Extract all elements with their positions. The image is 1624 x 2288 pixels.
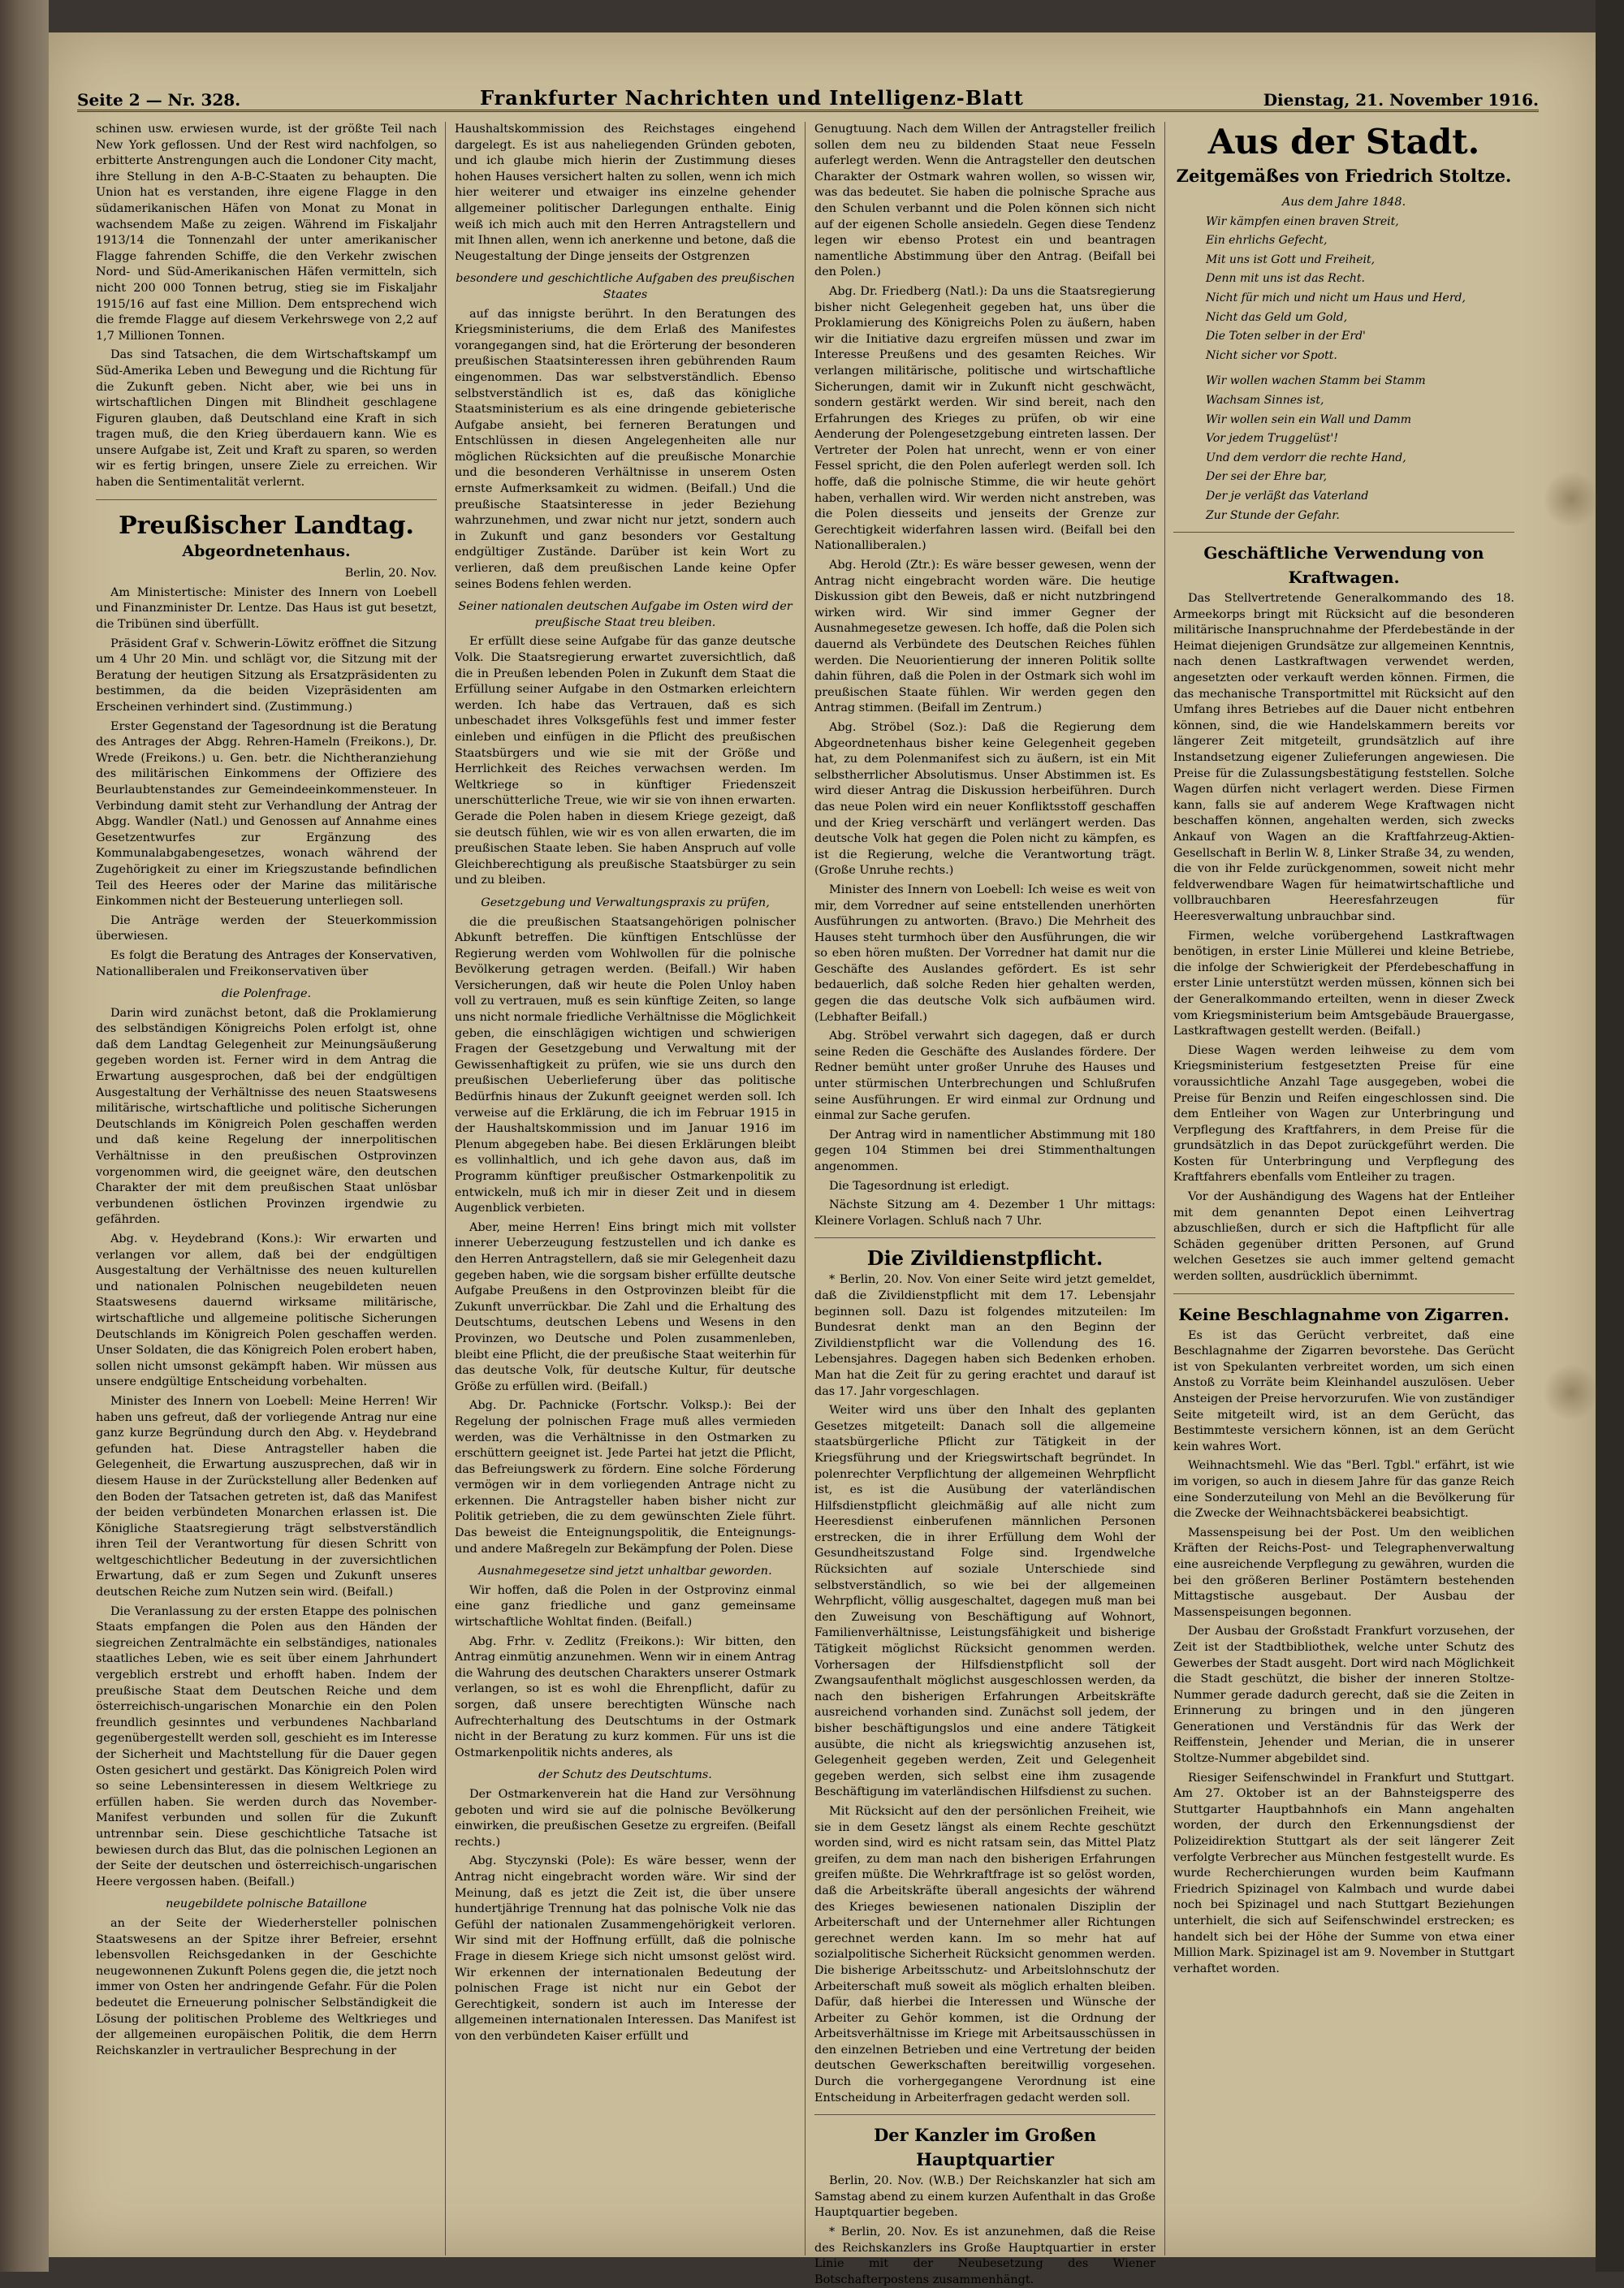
article-text: Abg. Dr. Friedberg (Natl.): Da uns die Staatsregierung bisher nicht Gelegenheit gegeben hat, uns über die Proklamierung des Königreichs Polen zu äußern, haben wir die Initiative dazu ergreifen müssen und zwar im Interesse Preußens und des gesamten Reiches. Wir verlangen militärische, politische und wirtschaftliche Sicherungen, damit wir in Zukunft nicht geschwächt, sondern gestärkt werden. Wir sind bereit, nach den Erfahrungen des Krieges zu prüfen, ob wir eine Aenderung der Polengesetzgebung eintreten lassen. Der Vertreter der Polen hat unrecht, wenn er von einer Fessel spricht, die den Polen auferlegt werden soll. Ich hoffe, daß die polnische Stimme, die wir heute gehört haben, verhallen wird. Wir werden nicht anstreben, was die Polen diesseits und jenseits der Grenze zur Gerechtigkeit widerfahren lassen wird. (Beifall bei den Nationalliberalen.): [814, 284, 1155, 553]
article-text: Das sind Tatsachen, die dem Wirtschaftskampf um Süd-Amerika Leben und Bewegung und die Richtung für die Zukunft geben. Nicht aber, wie bei uns in wirtschaftlichen Dingen mit Blindheit geschlagene Figuren glauben, daß Deutschland eine Kraft in sich tragen muß, die den Krieg überdauern kann. Wie es unsere Aufgabe ist, Zeit und Kraft zu sparen, so werden wir es fertig bringen, unsere Ziele zu erreichen. Wir haben die Sentimentalität verlernt.: [96, 348, 437, 490]
article-heading: Der Kanzler im Großen Hauptquartier: [874, 2125, 1096, 2170]
poem-line: Zur Stunde der Gefahr.: [1206, 508, 1340, 522]
column-1: [96, 122, 437, 2264]
poem-line: Vor jedem Truggelüst'!: [1206, 432, 1339, 446]
article-text: Am Ministertische: Minister des Innern von Loebell und Finanzminister Dr. Lentze. Das Haus ist gut besetzt, die Tribünen sind überfüllt.: [96, 585, 437, 632]
column-2: [455, 122, 796, 2264]
article-text: Das Stellvertretende Generalkommando des 18. Armeekorps bringt mit Rücksicht auf die besonderen militärische Inanspruchnahme der Pferdebestände in der Heimat diejenigen Grundsätze zur allgemeinen Kenntnis, nach denen Lastkraftwagen verwendet werden, angesetzten oder verkauft werden können. Firmen, die das mechanische Transportmittel mit Rücksicht auf den Umfang ihres Betriebes auf die Dauer nicht entbehren können, sind, die wie Handelskammern bereits vor längerer Zeit mitgeteilt, grundsätzlich auf ihre Instandsetzung eigener Zulieferungen angewiesen. Die Preise für die Zulassungsbestätigung feststellen. Solche Wagen dürfen nicht verlagert werden. Diese Firmen kann, falls sie auf anderem Wege Kraftwagen nicht beschaffen können, angehalten werden, sich zwecks Ankauf von Wagen an die Kraftfahrzeug-Aktien-Gesellschaft in Berlin W. 8, Linker Straße 34, zu wenden, die von ihr Felde zurückgenommen, soweit nicht mehr feldverwendbare Wagen für heimatwirtschaftliche und vollbrauchbaren Heeresfahrzeugen für Heeresverwaltung unbrauchbar sind.: [1173, 592, 1514, 923]
divider: [814, 2114, 1155, 2115]
issue-date: Dienstag, 21. November 1916.: [1263, 90, 1539, 110]
article-text: Mit Rücksicht auf den der persönlichen Freiheit, wie sie in dem Gesetz längst als einem Rechte geschützt worden sind, wird es nicht ratsam sein, das Mittel Platz greifen, zu dem man nach den bisherigen Erfahrungen greifen müßte. Die Wehrkraftfrage ist so gelöst worden, daß die Arbeitskräfte überall angesichts der während des Krieges bewiesenen nationalen Disziplin der Arbeiterschaft und der Unternehmer aller Richtungen gerechnet werden kann. Im so mehr hat auf sozialpolitische Sicherheit Rücksicht genommen werden. Die bisherige Arbeitsschutz- und Arbeitslohnschutz der Arbeiterschaft muß soweit als möglich erhalten bleiben. Dafür, daß hierbei die Interessen und Wünsche der Arbeiter zu Gehör kommen, ist die Ordnung der Arbeitsverhältnisse im Kriege mit Arbeitsausschüssen in den einzelnen Betrieben und eine Vertretung der beiden deutschen Gewerkschaften bereitwillig vorgesehen. Durch die vorhergegangene Verordnung ist eine Entscheidung in Arbeiterfragen gedacht werden soll.: [814, 1804, 1155, 2105]
article-heading: Keine Beschlagnahme von Zigarren.: [1178, 1304, 1510, 1324]
masthead: [77, 77, 1539, 112]
article-text: Firmen, welche vorübergehend Lastkraftwagen benötigen, in erster Linie Müllerei und kleine Betriebe, die infolge der Schwierigkeit der Pferdebeschaffung in erster Linie unterstützt werden müssen, können sich bei der Generalkommando erteilten, wenn in dieser Zweck vom Kriegsministerium beim Amtsgebäude Brauergasse, Lastkraftwagen gestellt werden. (Beifall.): [1173, 929, 1514, 1038]
paper-stain: [1543, 471, 1600, 528]
article-text: Aber, meine Herren! Eins bringt mich mit vollster innerer Ueberzeugung festzustellen und ich danke es den Herren Antragstellern, daß sie mir Gelegenheit dazu gegeben haben, wie die sorgsam bisher erfüllte deutsche Aufgabe Preußens in den Ostprovinzen bleibt für die Zukunft unverrückbar. Die Zahl und die Erhaltung des Deutschtums, deutschen Lebens und Wesens in den Provinzen, wo Deutsche und Polen zusammenleben, bleibt eine Pflicht, die der preußische Staat weiterhin für das deutsche Volk, für deutsche Kultur, für deutsche Größe zu erfüllen wird. (Beifall.): [455, 1220, 796, 1393]
scan-background: [1596, 0, 1624, 2272]
poem-stanza-2: [1173, 373, 1514, 524]
divider: [1173, 1293, 1514, 1294]
article-text: schinen usw. erwiesen wurde, ist der größte Teil nach New York geflossen. Und der Rest wird nachfolgen, so erbitterte Anstrengungen auch die Londoner City macht, ihre Stellung in den A-B-C-Staaten zu behaupten. Die Union hat es verstanden, ihre eigene Flagge in den südamerikanischen Häfen von Monat zu Monat in wachsendem Maße zu zeigen. Während im Fiskaljahr 1913/14 die Tonnenzahl der unter amerikanischer Flagge fahrenden Schiffe, die den Verkehr zwischen Nord- und Süd-Amerikanischen Häfen vermitteln, sich nicht 200 000 Tonnen betrug, stieg sie im Fiskaljahr 1915/16 auf fast eine Million. Dem entsprechend wich die fremde Flagge auf diesem Verkehrswege von 2,2 auf 1,7 Millionen Tonnen.: [96, 123, 437, 343]
article-text: Diese Wagen werden leihweise zu dem vom Kriegsministerium festgesetzten Preise für eine voraussichtliche Anzahl Tage ausgegeben, wobei die Preise für Benzin und Reifen eingeschlossen sind. Die dem Entleiher von Wagen zur Unterbringung und Verpflegung des Kraftfahrers, in dem Preise für die grundsätzlich in das Depot zurückgeführt werden. Die Kosten für Unterbringung und Verpflegung des Kraftfahrers ebenfalls vom Entleiher zu tragen.: [1173, 1043, 1514, 1185]
column-3: [814, 122, 1155, 2286]
divider: [96, 499, 437, 500]
article-text: Die Tagesordnung ist erledigt.: [829, 1179, 1009, 1193]
article-text: Die Anträge werden der Steuerkommission überwiesen.: [96, 913, 437, 943]
poem-line: Nicht für mich und nicht um Haus und Herd,: [1206, 291, 1466, 304]
article-text: Abg. Frhr. v. Zedlitz (Freikons.): Wir bitten, den Antrag einmütig anzunehmen. Wenn wir in einem Antrag die Wahrung des deutschen Charakters unserer Ostmark verlangen, so ist es wohl die Ehrenpflicht, dafür zu sorgen, daß unsere berechtigten Wünsche nach Aufrechterhaltung des Deutschtums in der Ostmark nicht in der Beratung zu kurz kommen. Für uns ist die Ostmarkenpolitik nichts anderes, als: [455, 1634, 796, 1759]
poem-line: Und dem verdorr die rechte Hand,: [1206, 451, 1406, 464]
article-text: Wir hoffen, daß die Polen in der Ostprovinz einmal eine ganz friedliche und ganz gemeinsame wirtschaftliche Wohltat finden. (Beifall.): [455, 1583, 796, 1630]
poem-line: Nicht sicher vor Spott.: [1206, 348, 1337, 362]
article-text: an der Seite der Wiederhersteller polnischen Staatswesens an der Spitze ihrer Befreier, ersehnt lebensvollen Reichsgedanken in der Geschichte neugewonnenen Zukunft Polens gegen die, die jetzt noch immer von Osten her andringende Gefahr. Für die Polen bedeutet die Erneuerung polnischer Selbständigkeit die Lösung der politischen Probleme des Weltkrieges und der allgemeinen europäischen Politik, die dem Herrn Reichskanzler in vertraulicher Besprechung in der: [96, 1916, 437, 2057]
article-text: Der Ostmarkenverein hat die Hand zur Versöhnung geboten und wird sie auf die polnische Bevölkerung einwirken, die preußischen Gesetze zu ergreifen. (Beifall rechts.): [455, 1787, 796, 1849]
article-text: Abg. Dr. Pachnicke (Fortschr. Volksp.): Bei der Regelung der polnischen Frage muß alles vermieden werden, was die Verhältnisse in den Ostmarken zu erschüttern geeignet ist. Jede Partei hat jetzt die Pflicht, das Befreiungswerk zu fördern. Eine solche Förderung vermögen wir in dem vorliegenden Antrage nicht zu erkennen. Die Antragsteller haben bisher nicht zur Politik getrieben, die zu dem gewünschten Ziele führt. Das beweist die Enteignungspolitik, die Enteignungs- und andere Maßregeln zur Bekämpfung der Polen. Diese: [455, 1399, 796, 1556]
poem-line: Wachsam Sinnes ist,: [1206, 393, 1324, 407]
article-text: Es folgt die Beratung des Antrages der Konservativen, Nationalliberalen und Freikonservativen über: [96, 948, 437, 978]
article-text: Vor der Aushändigung des Wagens hat der Entleiher mit dem genannten Depot einen Leihvertrag abzuschließen, durch er sich die Haftpflicht für alle Schäden gegenüber dritten Personen, auf Grund welchen Gesetzes sie auch immer geltend gemacht werden sollten, ausdrücklich übernimmt.: [1173, 1190, 1514, 1284]
poem-line: Wir wollen sein ein Wall und Damm: [1206, 412, 1412, 426]
article-text: Die Veranlassung zu der ersten Etappe des polnischen Staats empfangen die Polen aus den Händen der siegreichen Zentralmächte ein selbständiges, nationales staatliches Leben, wie es seit über einem Jahrhundert vergeblich erstrebt und erhofft haben. Indem der preußische Staat dem Deutschen Reiche und dem österreichisch-ungarischen Monarchie ein den Polen freundlich gesinntes und verbundenes Nachbarland gegenübergestellt werden soll, geschieht es im Interesse der Sicherheit und Machtstellung für die Dauer gegen Osten gesichert und gestärkt. Das Königreich Polen wird so seine Lebensinteressen in diesem Weltkriege zu erfüllen haben. Sie werden durch das November-Manifest verbunden und sollen für die Zukunft untrennbar sein. Diese geschichtliche Tatsache ist bewiesen durch das Blut, das die polnischen Legionen an der Seite der deutschen und österreichisch-ungarischen Heere vergossen haben. (Beifall.): [96, 1604, 437, 1889]
article-text: Darin wird zunächst betont, daß die Proklamierung des selbständigen Königreichs Polen erfolgt ist, ohne daß dem Landtag Gelegenheit zur Meinungsäußerung gegeben worden ist. Ferner wird in dem Antrag die Erwartung ausgesprochen, daß bei der endgültigen Ausgestaltung der Verhältnisse des neuen Staatswesens militärische, wirtschaftliche und politische Sicherungen Deutschlands im Königreich Polen geschaffen werden und daß keine Regelung der innerpolitischen Verhältnisse in den preußischen Ostprovinzen vorgenommen wird, die geeignet wäre, den deutschen Charakter der mit dem preußischen Staat unlösbar verbundenen östlichen Provinzen irgendwie zu gefährden.: [96, 1006, 437, 1227]
book-binding: [0, 0, 49, 2272]
section-heading: Seiner nationalen deutschen Aufgabe im Osten wird der preußische Staat treu bleiben.: [458, 600, 793, 629]
article-heading: Zeitgemäßes von Friedrich Stoltze.: [1176, 166, 1512, 186]
section-heading: Ausnahmegesetze sind jetzt unhaltbar geworden.: [478, 1565, 772, 1578]
article-text: Der Antrag wird in namentlicher Abstimmung mit 180 gegen 104 Stimmen bei drei Stimmenthaltungen angenommen.: [814, 1128, 1155, 1173]
dateline: Berlin, 20. Nov.: [344, 567, 437, 581]
article-text: Abg. Ströbel (Soz.): Daß die Regierung dem Abgeordnetenhaus bisher keine Gelegenheit gegeben hat, zu dem Polenmanifest sich zu äußern, ist ein Mit selbstherrlicher Absolutismus. Unser Abstimmen ist. Es wird dieser Antrag die Diskussion herbeiführen. Durch das neue Polen wird ein neuer Konfliktsstoff geschaffen und der Krieg verschärft und verlängert werden. Das deutsche Volk hat gegen die Polen nicht zu kämpfen, es ist die Regierung, welche die Verantwortung trägt. (Große Unruhe rechts.): [814, 720, 1155, 878]
poem-stanza-1: [1173, 214, 1514, 365]
article-text: Abg. Styczynski (Pole): Es wäre besser, wenn der Antrag nicht eingebracht worden wäre. Wir sind der Meinung, daß es jetzt die Zeit ist, die über unsere hundertjährige Trennung hat das polnische Volk nie das Gefühl der nationalen Zusammengehörigkeit verloren. Wir sind mit der Hoffnung erfüllt, daß die polnische Frage in diesem Kriege sich nicht umsonst gelöst wird. Wir erkennen der internationalen Bedeutung der polnischen Frage ist nicht nur ein Gebot der Gerechtigkeit, sondern ist auch im Interesse der allgemeinen internationalen Interessen. Das Manifest ist von den verbündeten Kaiser erfüllt und: [455, 1854, 796, 2043]
newspaper-title: Frankfurter Nachrichten und Intelligenz-Blatt: [480, 86, 1024, 110]
article-text: Riesiger Seifenschwindel in Frankfurt und Stuttgart. Am 27. Oktober ist an der Bahnsteigsperre des Stuttgarter Hauptbahnhofs ein Mann angehalten worden, der durch den Erkennungsdienst der Polizeidirektion Stuttgart als der seit längerer Zeit verfolgte Verbrecher aus München festgestellt wurde. Es wurde Recherchierungen wurden beim Kaufmann Friedrich Spizinagel von Kalmbach und wurde dabei noch bei Spizinagel und nach Stuttgart Beziehungen unterhielt, die sich auf Seifenschwindel erstrecken; es handelt sich bei der Höhe der Summe von etwa einer Million Mark. Spizinagel ist am 9. November in Stuttgart verhaftet worden.: [1173, 1771, 1514, 1975]
article-text: Abg. Herold (Ztr.): Es wäre besser gewesen, wenn der Antrag nicht eingebracht worden wäre. Die heutige Diskussion gibt den Beweis, daß er nicht nutzbringend wirken wird. Wir sind immer Gegner der Ausnahmegesetze gewesen. Ich hoffe, daß die Polen sich dauernd als Verbündete des Deutschen Reiches fühlen werden. Die Neuorientierung der inneren Politik sollte dahin führen, daß die Polen in der Ostmark sich wohl im preußischen Staate fühlen. Wir werden gegen den Antrag stimmen. (Beifall im Zentrum.): [814, 559, 1155, 715]
article-text: auf das innigste berührt. In den Beratungen des Kriegsministeriums, die dem Erlaß des Manifestes vorangegangen sind, hat die Erörterung der besonderen preußischen Staatsinteressen ihren gebührenden Raum eingenommen. Das war selbstverständlich. Ebenso selbstverständlich ist es, daß das königliche Staatsministerium es als eine dringende gebieterische Aufgabe ansieht, bei ferneren Beratungen und Entschlüssen in diesen Angelegenheiten alle nur möglichen Rücksichten auf die preußische Monarchie und die besonderen Verhältnisse in unserem Osten ernste Aufmerksamkeit zu widmen. (Beifall.) Und die preußische Staatsinteresse in jeder Beziehung wahrzunehmen, und zwar nicht nur jetzt, sondern auch in Zukunft und ganz besonders vor Gestaltung endgültiger Zustände. Darüber ist kein Wort zu verlieren, daß dem preußischen Lande keine Opfer seines Bodens fehlen werden.: [455, 307, 796, 591]
poem-line: Wir kämpfen einen braven Streit,: [1206, 214, 1399, 228]
poem-line: Mit uns ist Gott und Freiheit,: [1206, 253, 1376, 266]
poem-line: Die Toten selber in der Erd': [1206, 330, 1366, 343]
article-text: Der Ausbau der Großstadt Frankfurt vorzusehen, der Zeit ist der Stadtbibliothek, welche unter Schutz des Gewerbes der Stadt ausgeht. Dort wird nach Möglichkeit die Stadt geschützt, die bisher der inneren Stoltze-Nummer gerade dadurch gerecht, daß sie die Zeiten in Erinnerung zu bringen und in den jüngeren Generationen und Verständnis für das Werk der Reiffenstein, Jehender und Merian, die in unserer Stoltze-Nummer abgebildet sind.: [1173, 1625, 1514, 1766]
article-text: Minister des Innern von Loebell: Meine Herren! Wir haben uns gefreut, daß der vorliegende Antrag nur eine ganz kurze Begründung durch den Abg. v. Heydebrand gefunden hat. Diese Antragsteller haben die Gelegenheit, die Erwartung auszusprechen, daß wir in diesem Hause in der Zurückstellung aller Bedenken auf den Boden der Tatsachen getreten ist, daß das Manifest der beiden verbündeten Monarchen erlassen ist. Die Königliche Staatsregierung trägt selbstverständlich ihren Teil der Verantwortung für diesen Schritt von weltgeschichtlicher Bedeutung in der zuversichtlichen Erwartung, daß er zum Segen und Zukunft unseres deutschen Reiche zum Nutzen sein wird. (Beifall.): [96, 1394, 437, 1599]
article-text: Er erfüllt diese seine Aufgabe für das ganze deutsche Volk. Die Staatsregierung erwartet zuversichtlich, daß die in Preußen lebenden Polen in Zukunft dem Staat die Erfüllung seiner Aufgabe in den Ostmarken erleichtern werden. Ich habe das Vertrauen, daß es sich unbeschadet ihres Volksgefühls fest und immer fester einleben und einfügen in die Pflicht des preußischen Staatsbürgers und wie sie mit der Größe und Herrlichkeit des Reiches verwachsen werden. Im Weltkriege so in künftiger Friedenszeit unerschütterliche Treue, wie wir sie von ihnen erwarten. Gerade die Polen haben in diesem Kriege gezeigt, daß sie deutsch fühlen, wie wir es von allen erwarten, die im preußischen Staate leben. Sie haben Anspruch auf volle Gleichberechtigung als preußische Staatsbürger zu sein und zu bleiben.: [455, 635, 796, 887]
article-text: Präsident Graf v. Schwerin-Löwitz eröffnet die Sitzung um 4 Uhr 20 Min. und schlägt vor, die Sitzung mit der Beratung der heutigen Sitzung als Ersatzpräsidenten zu bestimmen, da die beiden Vizepräsidenten am Erscheinen verhindert sind. (Zustimmung.): [96, 637, 437, 714]
article-text: * Berlin, 20. Nov. Es ist anzunehmen, daß die Reise des Reichskanzlers ins Große Hauptquartier in erster Linie mit der Neubesetzung des Wiener Botschafterpostens zusammenhängt.: [814, 2225, 1155, 2286]
article-text: Weihnachtsmehl. Wie das "Berl. Tgbl." erfährt, ist wie im vorigen, so auch in diesem Jahre für das ganze Reich eine Sonderzuteilung von Mehl an die Bevölkerung für die Zwecke der Weihnachtsbäckerei beabsichtigt.: [1173, 1459, 1514, 1521]
article-text: Abg. v. Heydebrand (Kons.): Wir erwarten und verlangen vor allem, daß bei der endgültigen Ausgestaltung der Verhältnisse des neuen kulturellen und nationalen Polnischen neugebildeten neuen Staatswesens dauernd wirksame militärische, wirtschaftliche und allgemeine politische Sicherungen Deutschlands im Königreich Polen geschaffen werden. Unser Soldaten, die das Königreich Polen erobert haben, sollen nicht umsonst gekämpft haben. Wir müssen aus unsere endgültige Entscheidung vorbehalten.: [96, 1232, 437, 1389]
article-subheading: Abgeordnetenhaus.: [182, 542, 351, 560]
section-heading: besondere und geschichtliche Aufgaben des preußischen Staates: [456, 272, 795, 301]
poem-line: Ein ehrlichs Gefecht,: [1206, 234, 1328, 248]
page-number: Seite 2 — Nr. 328.: [77, 90, 241, 110]
poem-line: Denn mit uns ist das Recht.: [1206, 272, 1365, 286]
article-text: Haushaltskommission des Reichstages eingehend dargelegt. Es ist aus naheliegenden Gründen geboten, und ich glaube mich hierin der Zustimmung dieses hohen Hauses versichert halten zu sollen, wenn ich mich hier weiterer und etwaiger ins einzelne gehender allgemeiner politischer Darlegungen enthalte. Einig weiß ich mich auch mit den Herren Antragstellern und mit Ihnen allen, wenn ich anerkenne und betone, daß die Neugestaltung der Dinge jenseits der Ostgrenzen: [455, 123, 796, 263]
poem-line: Der sei der Ehre bar,: [1206, 470, 1328, 484]
divider: [1173, 532, 1514, 533]
article-text: * Berlin, 20. Nov. Von einer Seite wird jetzt gemeldet, daß die Zivildienstpflicht mit dem 17. Lebensjahr beginnen soll. Dazu ist folgendes mitzuteilen: Im Bundesrat denkt man an den Beginn der Zivildienstpflicht war die Vollendung des 16. Lebensjahres. Dagegen haben sich Bedenken erhoben. Man hat die Zeit für zu gering erachtet und darauf ist das 17. Jahr vorgeschlagen.: [814, 1273, 1155, 1398]
divider: [814, 1237, 1155, 1238]
article-text: Weiter wird uns über den Inhalt des geplanten Gesetzes mitgeteilt: Danach soll die allgemeine staatsbürgerliche Pflicht zur Tätigkeit in der Kriegsführung und der Kriegswirtschaft begründet. In polenrechter Verpflichtung der allgemeinen Wehrpflicht ist, es ist die Ausübung der vaterländischen Hilfsdienstpflicht gleichmäßig auf alle nicht zum Heeresdienst einberufenen männlichen Personen erstrecken, die in ihrer Erfüllung dem Wohl der Gesundheitszustand Folge sind. Irgendwelche Rücksichten auf soziale Unterschiede sind selbstverständlich, so wie bei der allgemeinen Wehrpflicht, völlig ausgeschaltet, dagegen muß man bei den Zuweisung von Beschäftigung auf Wohnort, Familienverhältnisse, Leistungsfähigkeit und bisherige Tätigkeit möglichst Rücksicht genommen werden. Vorhersagen der Hilfsdienstpflicht soll der Zwangsaufenthalt möglichst ausgeschlossen werden, da nach den bisherigen Erfahrungen Arbeitskräfte ausreichend vorhanden sind. Zunächst soll jedem, der bisher beschäftigungslos und eine andere Tätigkeit ausübte, die nicht als kriegswichtig anzusehen ist, Gelegenheit gegeben werden, Zeit und Gelegenheit gegeben werden, sich selbst eine ihm zusagende Beschäftigung im vaterländischen Hilfsdienst zu suchen.: [814, 1404, 1155, 1799]
article-text: Erster Gegenstand der Tagesordnung ist die Beratung des Antrages der Abgg. Rehren-Hameln (Freikons.), Dr. Wrede (Freikons.) u. Gen. betr. die Nichtheranziehung des militärischen Einkommens der Offiziere des Beurlaubtenstandes zur Gemeindeeinkommensteuer. In Verbindung damit steht zur Verhandlung der Antrag der Abgg. Wandler (Natl.) und Genossen auf Annahme eines Gesetzentwurfes zur Ergänzung des Kommunalabgabengesetzes, wonach während der Zugehörigkeit zu einer im Kriegszustande befindlichen Teil des Heeres oder der Marine das militärische Einkommen nicht der Besteuerung unterliegen soll.: [96, 719, 437, 909]
paper-stain: [1543, 1364, 1600, 1421]
section-heading: Gesetzgebung und Verwaltungspraxis zu prüfen,: [481, 896, 770, 909]
article-text: Berlin, 20. Nov. (W.B.) Der Reichskanzler hat sich am Samstag abend zu einem kurzen Aufenthalt in das Große Hauptquartier begeben.: [814, 2174, 1155, 2220]
section-heading: neugebildete polnische Bataillone: [166, 1897, 367, 1911]
column-rule: [445, 122, 446, 2256]
article-heading: Die Zivildienstpflicht.: [866, 1246, 1104, 1271]
column-rule: [805, 122, 806, 2256]
section-heading: der Schutz des Deutschtums.: [538, 1768, 712, 1782]
article-text: Abg. Ströbel verwahrt sich dagegen, daß er durch seine Reden die Geschäfte des Auslandes fördere. Der Redner bemüht unter großer Unruhe des Hauses und unter stürmischen Unterbrechungen und Schlußrufen seine Ausführungen. Er wird einmal zur Ordnung und einmal zur Sache gerufen.: [814, 1030, 1155, 1123]
article-text: die die preußischen Staatsangehörigen polnischer Abkunft betreffen. Die künftigen Entschlüsse der Regierung werden vom Wohlwollen für die polnische Bevölkerung getragen werden. (Beifall.) Wir haben Versicherungen, daß wir heute die Polen Unloy haben voll zu vertrauen, muß es sein künftige Zeiten, so lange uns nicht normale friedliche Verhältnisse die Möglichkeit geben, die einschlägigen wichtigen und schwierigen Fragen der Gesetzgebung und Verwaltung mit der Gewissenhaftigkeit zu prüfen, wie sie uns durch den preußischen Ueberlieferung über das politische Bedürfnis hinaus der Zukunft geeignet werden soll. Ich verweise auf die Erklärung, die ich im Februar 1915 in der Haushaltskommission und im Januar 1916 im Plenum abgegeben habe. Bei diesen Erklärungen bleibt es vollinhaltlich, und ich gehe davon aus, daß im Programm künftiger preußischer Ostmarkenpolitik zu entwickeln, muß ich mir in dieser Zeit und in diesem Augenblick verbieten.: [455, 915, 796, 1215]
section-title: Aus der Stadt.: [1207, 122, 1480, 162]
column-rule: [1164, 122, 1165, 2256]
column-4: [1173, 122, 1514, 2264]
article-text: Es ist das Gerücht verbreitet, daß eine Beschlagnahme der Zigarren bevorstehe. Das Gerücht ist von Spekulanten verbreitet worden, um sich einen Anstoß zu Vorräte beim Kleinhandel auszulösen. Ueber Ansteigen der Preise hervorzurufen. Wie von zuständiger Seite mitgeteilt wird, ist an dem Gerücht, das Bestimmteste versichern können, ist an dem Gerücht kein wahres Wort.: [1173, 1328, 1514, 1453]
poem-line: Wir wollen wachen Stamm bei Stamm: [1206, 374, 1426, 388]
article-text: Genugtuung. Nach dem Willen der Antragsteller freilich sollen dem neu zu bildenden Staat neue Fesseln auferlegt werden. Wenn die Antragsteller den deutschen Charakter der Ostmark wahren wollen, so wissen wir, was das bedeutet. Sie haben die polnische Sprache aus den Schulen verbannt und die Polen können sich nicht auf der eigenen Scholle ansiedeln. Gegen diese Tendenz legen wir ebenso Protest ein und beantragen namentliche Abstimmung über den Antrag. (Beifall bei den Polen.): [814, 123, 1155, 279]
poem-line: Nicht das Geld um Gold,: [1206, 310, 1348, 324]
poem-line: Der je verläßt das Vaterland: [1206, 489, 1369, 503]
poem-date: Aus dem Jahre 1848.: [1281, 196, 1406, 209]
article-text: Minister des Innern von Loebell: Ich weise es weit von mir, dem Vorredner auf seine entstellenden unerhörten Ausführungen zu antworten. (Bravo.) Die Mehrheit des Hauses steht turmhoch über den Ausführungen, die wir so eben hören mußten. Der Vorredner hat damit nur die Geschäfte des Auslandes gefördert. Es ist sehr bedauerlich, daß solche Reden hier gehalten werden, gegen die das deutsche Volk sich aufbäumen wird. (Lebhafter Beifall.): [814, 883, 1155, 1024]
article-text: Massenspeisung bei der Post. Um den weiblichen Kräften der Reichs-Post- und Telegraphenverwaltung eine ausreichende Verpflegung zu gewähren, wurden die bei den größeren Berliner Postämtern bestehenden Mittagstische ausgebaut. Der Ausbau der Massenspeisungen begonnen.: [1173, 1526, 1514, 1619]
article-heading: Preußischer Landtag.: [119, 511, 414, 540]
section-heading: die Polenfrage.: [221, 987, 312, 1001]
article-text: Nächste Sitzung am 4. Dezember 1 Uhr mittags: Kleinere Vorlagen. Schluß nach 7 Uhr.: [814, 1198, 1155, 1228]
article-heading: Geschäftliche Verwendung von Kraftwagen.: [1203, 543, 1484, 588]
